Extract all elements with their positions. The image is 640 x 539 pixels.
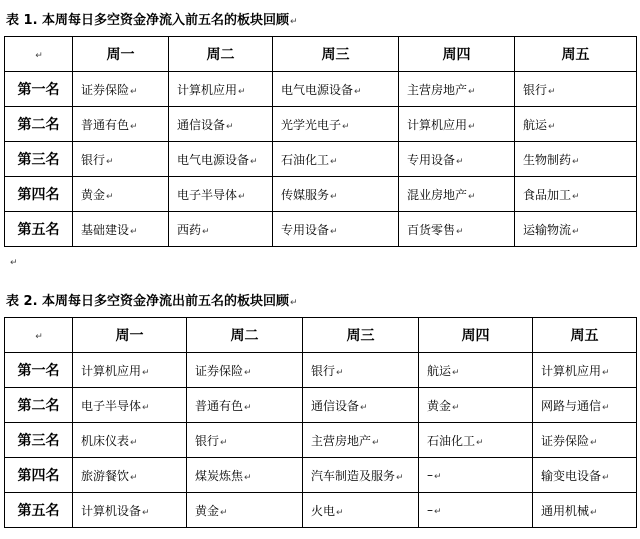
paragraph-mark-icon: ↵ — [452, 367, 460, 378]
cell-text: 石油化工 — [427, 433, 476, 448]
cell-text: 计算机应用 — [81, 363, 142, 378]
table-cell — [187, 458, 303, 493]
row-label: 第三名 — [5, 142, 73, 177]
paragraph-mark-icon: ↵ — [250, 156, 258, 167]
table-cell — [169, 142, 273, 177]
row-label: 第一名 — [5, 72, 73, 107]
paragraph-mark-icon: ↵ — [330, 226, 338, 237]
cell-text: 银行 — [311, 363, 336, 378]
paragraph-mark-icon: ↵ — [434, 472, 442, 482]
paragraph-mark-icon: ↵ — [452, 402, 460, 413]
table-cell — [169, 107, 273, 142]
paragraph-mark-icon: ↵ — [590, 507, 598, 518]
paragraph-mark-icon: ↵ — [244, 402, 252, 413]
paragraph-mark-icon: ↵ — [130, 226, 138, 237]
table-row — [5, 493, 637, 528]
cell-text: 主营房地产 — [311, 433, 372, 448]
cell-text: 运输物流 — [523, 222, 572, 237]
paragraph-mark-icon: ↵ — [602, 402, 610, 413]
paragraph-mark-icon: ↵ — [238, 191, 246, 202]
cell-text: 电气电源设备 — [177, 152, 250, 167]
table-cell — [169, 212, 273, 247]
cell-text: 黄金 — [427, 398, 452, 413]
cell-text: 电子半导体 — [177, 187, 238, 202]
table-row — [5, 177, 637, 212]
table-cell — [187, 353, 303, 388]
table-cell — [303, 423, 419, 458]
column-header: 周二 — [187, 318, 303, 353]
table-cell — [73, 493, 187, 528]
table-cell — [273, 107, 399, 142]
paragraph-mark-icon: ↵ — [548, 86, 556, 97]
paragraph-mark-icon: ↵ — [238, 86, 246, 97]
cell-text: 煤炭炼焦 — [195, 468, 244, 483]
row-label: 第二名 — [5, 107, 73, 142]
paragraph-mark-icon: ↵ — [290, 298, 298, 308]
table-cell — [303, 458, 419, 493]
table1-title-text: 表 1. 本周每日多空资金净流入前五名的板块回顾 — [6, 13, 290, 28]
cell-text: 专用设备 — [281, 222, 330, 237]
table-cell — [515, 107, 637, 142]
corner-cell — [5, 37, 73, 72]
table1 — [4, 36, 637, 247]
paragraph-mark-icon: ↵ — [548, 121, 556, 132]
row-label: 第一名 — [5, 353, 73, 388]
cell-text: 石油化工 — [281, 152, 330, 167]
table-cell — [273, 212, 399, 247]
cell-text: 西药 — [177, 222, 202, 237]
cell-text: 证券保险 — [81, 82, 130, 97]
table-cell — [515, 212, 637, 247]
table-cell — [399, 177, 515, 212]
table-row — [5, 423, 637, 458]
cell-text: 银行 — [523, 82, 548, 97]
paragraph-mark-icon: ↵ — [336, 507, 344, 518]
table-row — [5, 72, 637, 107]
corner-cell — [5, 318, 73, 353]
paragraph-mark-icon: ↵ — [602, 472, 610, 483]
paragraph-mark-icon: ↵ — [330, 156, 338, 167]
table-cell — [187, 423, 303, 458]
empty-paragraph-mark: ↵ — [10, 258, 18, 268]
table-cell — [73, 142, 169, 177]
table-cell — [419, 423, 533, 458]
column-header: 周三 — [303, 318, 419, 353]
table-cell — [533, 493, 637, 528]
cell-text: 输变电设备 — [541, 468, 602, 483]
table-cell — [419, 458, 533, 493]
cell-text: 计算机应用 — [177, 82, 238, 97]
cell-text: 混业房地产 — [407, 187, 468, 202]
row-label: 第四名 — [5, 458, 73, 493]
paragraph-mark-icon: ↵ — [468, 86, 476, 97]
column-header: 周五 — [515, 37, 637, 72]
cell-text: 机床仪表 — [81, 433, 130, 448]
table-cell — [419, 388, 533, 423]
paragraph-mark-icon: ↵ — [142, 367, 150, 378]
table-cell — [303, 353, 419, 388]
cell-text: 证券保险 — [541, 433, 590, 448]
table-cell — [273, 177, 399, 212]
paragraph-mark-icon: ↵ — [130, 437, 138, 448]
table1-title — [6, 9, 298, 28]
table-row — [5, 388, 637, 423]
cell-text: 基础建设 — [81, 222, 130, 237]
cell-text: 普通有色 — [195, 398, 244, 413]
table-cell — [303, 388, 419, 423]
paragraph-mark-icon: ↵ — [244, 472, 252, 483]
paragraph-mark-icon: ↵ — [396, 472, 404, 483]
cell-text: 火电 — [311, 503, 336, 518]
paragraph-mark-icon: ↵ — [142, 507, 150, 518]
column-header: 周五 — [533, 318, 637, 353]
table-cell — [73, 458, 187, 493]
cell-text: 主营房地产 — [407, 82, 468, 97]
table-cell — [399, 72, 515, 107]
table-cell — [303, 493, 419, 528]
paragraph-mark-icon: ↵ — [202, 226, 210, 237]
column-header: 周四 — [419, 318, 533, 353]
cell-text: 通用机械 — [541, 503, 590, 518]
paragraph-mark-icon: ↵ — [106, 156, 114, 167]
cell-text: 航运 — [523, 117, 548, 132]
cell-text: 汽车制造及服务 — [311, 468, 396, 483]
cell-text: 旅游餐饮 — [81, 468, 130, 483]
paragraph-mark-icon: ↵ — [35, 332, 43, 342]
table-cell — [273, 142, 399, 177]
paragraph-mark-icon: ↵ — [130, 86, 138, 97]
table-cell — [399, 142, 515, 177]
paragraph-mark-icon: ↵ — [572, 226, 580, 237]
column-header: 周二 — [169, 37, 273, 72]
column-header: 周四 — [399, 37, 515, 72]
table-cell — [419, 493, 533, 528]
table-cell — [169, 177, 273, 212]
table-cell — [515, 177, 637, 212]
table-cell — [73, 423, 187, 458]
table-row — [5, 458, 637, 493]
paragraph-mark-icon: ↵ — [336, 367, 344, 378]
cell-text: 百货零售 — [407, 222, 456, 237]
table2 — [4, 317, 637, 528]
table-row — [5, 212, 637, 247]
paragraph-mark-icon: ↵ — [142, 402, 150, 413]
cell-text: 通信设备 — [311, 398, 360, 413]
cell-text: 传媒服务 — [281, 187, 330, 202]
table-row — [5, 107, 637, 142]
cell-text: 普通有色 — [81, 117, 130, 132]
paragraph-mark-icon: ↵ — [220, 507, 228, 518]
paragraph-mark-icon: ↵ — [372, 437, 380, 448]
table-cell — [73, 353, 187, 388]
paragraph-mark-icon: ↵ — [602, 367, 610, 378]
column-header: 周三 — [273, 37, 399, 72]
cell-text: 计算机应用 — [541, 363, 602, 378]
cell-text: 计算机应用 — [407, 117, 468, 132]
cell-text: 计算机设备 — [81, 503, 142, 518]
cell-text: 电子半导体 — [81, 398, 142, 413]
table2-title — [6, 290, 298, 309]
paragraph-mark-icon: ↵ — [220, 437, 228, 448]
table-cell — [273, 72, 399, 107]
table-cell — [533, 388, 637, 423]
cell-text: 航运 — [427, 363, 452, 378]
cell-text: 黄金 — [81, 187, 106, 202]
table-cell — [187, 388, 303, 423]
table-header-row — [5, 37, 637, 72]
cell-text: – — [427, 503, 433, 517]
cell-text: 专用设备 — [407, 152, 456, 167]
paragraph-mark-icon: ↵ — [468, 191, 476, 202]
paragraph-mark-icon: ↵ — [35, 51, 43, 61]
paragraph-mark-icon: ↵ — [456, 156, 464, 167]
paragraph-mark-icon: ↵ — [226, 121, 234, 132]
table-header-row — [5, 318, 637, 353]
table-cell — [73, 212, 169, 247]
paragraph-mark-icon: ↵ — [434, 507, 442, 517]
table-cell — [169, 72, 273, 107]
table-cell — [73, 388, 187, 423]
table-row — [5, 142, 637, 177]
paragraph-mark-icon: ↵ — [590, 437, 598, 448]
paragraph-mark-icon: ↵ — [468, 121, 476, 132]
paragraph-mark-icon: ↵ — [572, 191, 580, 202]
table-cell — [533, 353, 637, 388]
paragraph-mark-icon: ↵ — [360, 402, 368, 413]
table-cell — [515, 72, 637, 107]
paragraph-mark-icon: ↵ — [476, 437, 484, 448]
cell-text: 银行 — [81, 152, 106, 167]
table-cell — [73, 107, 169, 142]
paragraph-mark-icon: ↵ — [342, 121, 350, 132]
cell-text: – — [427, 468, 433, 482]
table-cell — [399, 212, 515, 247]
table-cell — [187, 493, 303, 528]
column-header: 周一 — [73, 37, 169, 72]
paragraph-mark-icon: ↵ — [456, 226, 464, 237]
row-label: 第五名 — [5, 212, 73, 247]
cell-text: 银行 — [195, 433, 220, 448]
cell-text: 证券保险 — [195, 363, 244, 378]
paragraph-mark-icon: ↵ — [130, 121, 138, 132]
table-cell — [399, 107, 515, 142]
cell-text: 通信设备 — [177, 117, 226, 132]
table-cell — [515, 142, 637, 177]
row-label: 第二名 — [5, 388, 73, 423]
cell-text: 电气电源设备 — [281, 82, 354, 97]
paragraph-mark-icon: ↵ — [106, 191, 114, 202]
paragraph-mark-icon: ↵ — [130, 472, 138, 483]
row-label: 第五名 — [5, 493, 73, 528]
paragraph-mark-icon: ↵ — [244, 367, 252, 378]
cell-text: 生物制药 — [523, 152, 572, 167]
paragraph-mark-icon: ↵ — [330, 191, 338, 202]
table-cell — [73, 177, 169, 212]
table2-title-text: 表 2. 本周每日多空资金净流出前五名的板块回顾 — [6, 294, 290, 309]
row-label: 第三名 — [5, 423, 73, 458]
cell-text: 食品加工 — [523, 187, 572, 202]
column-header: 周一 — [73, 318, 187, 353]
cell-text: 光学光电子 — [281, 117, 342, 132]
table-cell — [533, 458, 637, 493]
cell-text: 网路与通信 — [541, 398, 602, 413]
paragraph-mark-icon: ↵ — [290, 17, 298, 27]
table-cell — [419, 353, 533, 388]
paragraph-mark-icon: ↵ — [354, 86, 362, 97]
table-cell — [533, 423, 637, 458]
row-label: 第四名 — [5, 177, 73, 212]
table-row — [5, 353, 637, 388]
table-cell — [73, 72, 169, 107]
cell-text: 黄金 — [195, 503, 220, 518]
paragraph-mark-icon: ↵ — [572, 156, 580, 167]
